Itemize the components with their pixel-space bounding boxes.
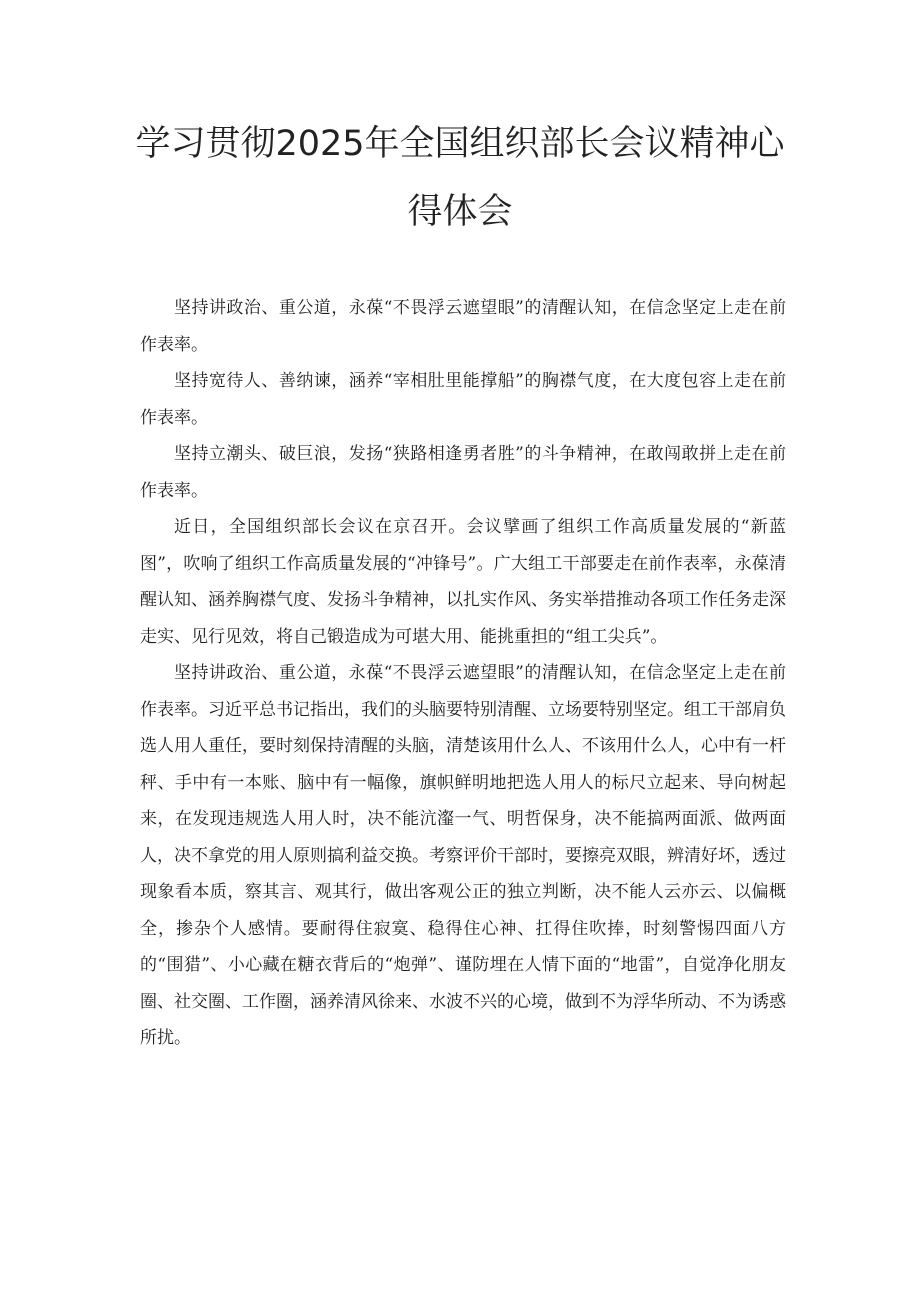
title-line-2: 得体会	[407, 192, 513, 232]
document-body	[140, 290, 786, 1057]
paragraph-4: 近日，全国组织部长会议在京召开。会议擘画了组织工作高质量发展的“新蓝图”，吹响了组织工作高质量发展的“冲锋号”。广大组工干部要走在前作表率，永葆清醒认知、涵养胸襟气度、发扬斗争精神，以扎实作风、务实举措推动各项工作任务走深走实、见行见效，将自己锻造成为可堪大用、能挑重担的“组工尖兵”。	[140, 517, 786, 647]
document-title	[100, 110, 820, 246]
title-line-1: 学习贯彻2025年全国组织部长会议精神心	[135, 124, 785, 164]
paragraph-1: 坚持讲政治、重公道，永葆“不畏浮云遮望眼”的清醒认知，在信念坚定上走在前作表率。	[140, 298, 786, 355]
paragraph-2: 坚持宽待人、善纳谏，涵养“宰相肚里能撑船”的胸襟气度，在大度包容上走在前作表率。	[140, 371, 786, 428]
paragraph-5: 坚持讲政治、重公道，永葆“不畏浮云遮望眼”的清醒认知，在信念坚定上走在前作表率。习近平总书记指出，我们的头脑要特别清醒、立场要特别坚定。组工干部肩负选人用人重任，要时刻保持清醒的头脑，清楚该用什么人、不该用什么人，心中有一杆秤、手中有一本账、脑中有一幅像，旗帜鲜明地把选人用人的标尺立起来、导向树起来，在发现违规选人用人时，决不能沆瀣一气、明哲保身，决不能搞两面派、做两面人，决不拿党的用人原则搞利益交换。考察评价干部时，要擦亮双眼，辨清好坏，透过现象看本质，察其言、观其行，做出客观公正的独立判断，决不能人云亦云、以偏概全，掺杂个人感情。要耐得住寂寞、稳得住心神、扛得住吹捧，时刻警惕四面八方的“围猎”、小心藏在糖衣背后的“炮弹”、谨防埋在人情下面的“地雷”，自觉净化朋友圈、社交圈、工作圈，涵养清风徐来、水波不兴的心境，做到不为浮华所动、不为诱惑所扰。	[140, 663, 786, 1048]
paragraph-3: 坚持立潮头、破巨浪，发扬“狭路相逢勇者胜”的斗争精神，在敢闯敢拼上走在前作表率。	[140, 444, 786, 501]
